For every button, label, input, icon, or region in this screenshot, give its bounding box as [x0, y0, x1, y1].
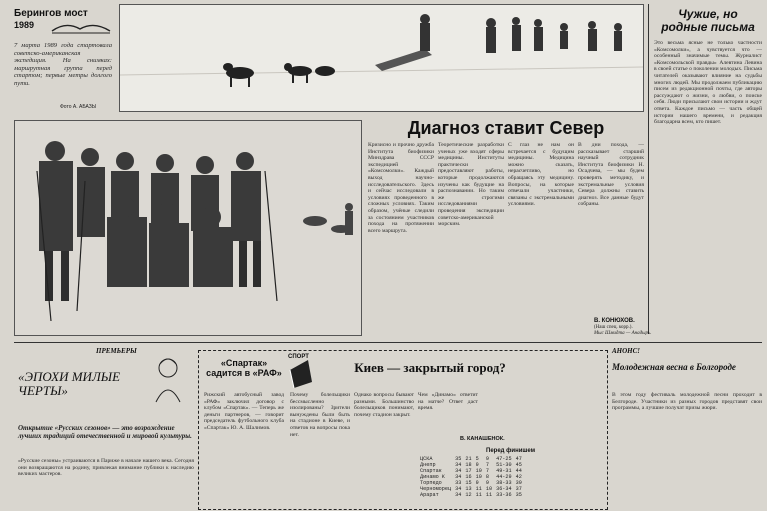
- anons-headline: Молодежная весна в Болгороде: [612, 362, 736, 372]
- results-cell: Днепр: [420, 462, 436, 468]
- results-cell: 7: [485, 462, 489, 468]
- results-cell: 9: [475, 462, 479, 468]
- main-column-3: С глаз не нам он встречается с будущим медицины. Медицина можно сказать, нерасчетливо, но обращаясь эту медицину. Вопросы, на которые отвечали участники, связаны с экстремальными условиями.: [508, 142, 574, 208]
- results-cell: Торпедо: [420, 480, 442, 486]
- premiere-lead: Открытие «Русских сезонов» — это возрождение лучших традиций отечественной и мировой культуры.: [18, 424, 192, 441]
- results-cell: 13: [465, 486, 472, 492]
- results-cell: Арарат: [420, 492, 439, 498]
- results-cell: 33: [455, 480, 462, 486]
- premiere-body: «Русские сезоны» устраиваются в Париже в начале нашего века. Сегодня они возвращаются на родину, привлекая внимание публики к наследию великих мастеров.: [18, 458, 194, 478]
- results-cell: 7: [485, 468, 489, 474]
- results-cell: Динамо К: [420, 474, 445, 480]
- results-cell: 33-36: [496, 492, 512, 498]
- kiev-column-3: Чем «Динамо» ответит на матче? Ответ даст время.: [418, 392, 478, 412]
- results-cell: 47: [515, 456, 522, 462]
- results-cell: 18: [465, 462, 472, 468]
- results-cell: 38-33: [496, 480, 512, 486]
- kiev-signoff: В. КАНАШЕНОК.: [460, 436, 505, 442]
- results-cell: 39: [515, 480, 522, 486]
- results-cell: 21: [465, 456, 472, 462]
- main-column-1: Кризисно и прочно дружба Института биофизики Минздрава СССР экспедицией «Комсомолки». Каждый выход научно-исследовательского. Здесь и сейчас исследовали в условиях проведенного в сложных условиях. Таким образом, учёные следили за состоянием участников похода на протяжении всего маршрута.: [368, 142, 434, 234]
- letters-body: Это весьма ясные не только частности «Комсомолки», а чувствуется что — особенный значимые темы. Журналист «Комсомольской правды» Алевтина Левина в своей статье о поколении молодых. Письма читателей оказывают влияние на судьбы многих людей. Мы продолжаем публикацию писем из редакционной почты, где авторы рассуждают о жизни, о любви, о поиске себя. Люди присылают свои истории и ждут ответа. Каждое письмо — часть общей истории нашего времени, и редакция благодарна всем, кто пишет.: [654, 40, 762, 126]
- results-cell: 37: [515, 486, 522, 492]
- photo-dog-sled-expedition: [119, 4, 644, 112]
- results-cell: 17: [465, 468, 472, 474]
- results-cell: 9: [485, 456, 489, 462]
- results-cell: 16: [465, 474, 472, 480]
- results-cell: 44: [515, 468, 522, 474]
- results-cell: 47-25: [496, 456, 512, 462]
- results-cell: 35: [515, 492, 522, 498]
- premiere-label: ПРЕМЬЕРЫ: [96, 347, 137, 355]
- results-cell: 42: [515, 474, 522, 480]
- main-author-note: (Наш спец. корр.).: [594, 325, 633, 330]
- kiev-column-2: Однако вопросы бывают разными. Большинство болельщиков понимают, почему стадион закрыт.: [354, 392, 414, 418]
- photo-expedition-group: [14, 120, 362, 336]
- main-place: Мыс Шмидта — Анадырь.: [594, 331, 652, 336]
- results-cell: 36-34: [496, 486, 512, 492]
- results-cell: 10: [485, 486, 493, 492]
- results-cell: 9: [485, 480, 489, 486]
- premiere-illustration: [148, 354, 188, 404]
- anons-label: АНОНС!: [612, 347, 641, 355]
- results-cell: 11: [475, 492, 482, 498]
- main-column-4: В дни похода, — рассказывает старший научный сотрудник Института биофизики Н. Осадчева, — мы будем проверять методику, и экстремальные условия Севера должны ставить диагноз. Все данные будут собраны.: [578, 142, 644, 208]
- results-title: Перед финишем: [486, 448, 536, 454]
- spartak-body: Рижский автобусный завод «РАФ» заключил договор с клубом «Спартак». — Теперь же деньги партнеров, — говорит председатель футбольного клуба «Спартак» Ю. А. Шалимов.: [204, 392, 284, 431]
- results-row: [418, 492, 524, 498]
- results-cell: 9: [475, 480, 479, 486]
- photo-section-year: 1989: [14, 20, 35, 30]
- anons-body: В этом году фестиваль молодежной песни проходит в Белгороде. Участники из разных городов представят свои программы, а лучшие получат призы жюри.: [612, 392, 762, 412]
- results-cell: 34: [455, 474, 462, 480]
- results-cell: 5: [475, 456, 479, 462]
- results-cell: ЦСКА: [420, 456, 433, 462]
- photo-caption: 7 марта 1989 года стартовала советско-американская экспедиция. На снимках: маршрутная группа перед стартом; первые метры долгого пути.: [14, 42, 112, 87]
- results-cell: 49-31: [496, 468, 512, 474]
- results-cell: 34: [455, 462, 462, 468]
- kiev-headline: Киев — закрытый город?: [354, 360, 506, 375]
- results-cell: 44-29: [496, 474, 512, 480]
- results-cell: 10: [475, 474, 482, 480]
- results-cell: 34: [455, 492, 462, 498]
- results-cell: 10: [475, 468, 482, 474]
- results-cell: 45: [515, 462, 522, 468]
- photo-section-title: Берингов мост: [14, 8, 88, 19]
- photo-credit: Фото А. АБАЗЫ: [60, 104, 97, 110]
- results-cell: 34: [455, 486, 462, 492]
- main-signoff: В. КОНЮХОВ.: [594, 318, 635, 324]
- results-cell: Спартак: [420, 468, 442, 474]
- letters-headline: Чужие, но родные письма: [661, 7, 755, 34]
- results-cell: 15: [465, 480, 472, 486]
- main-headline: Диагноз ставит Север: [407, 118, 605, 138]
- sport-label: СПОРТ: [288, 354, 309, 360]
- spartak-headline: «Спартак» садится в «РАФ»: [206, 358, 282, 378]
- premiere-headline: «ЭПОХИ МИЛЫЕ ЧЕРТЫ»: [18, 369, 121, 398]
- results-cell: 11: [475, 486, 482, 492]
- results-cell: 35: [455, 456, 462, 462]
- results-cell: 11: [485, 492, 493, 498]
- main-column-2: Теоретические разработки ученых уже входят сферы медицины. Институты практически предоставляют работы, которые продолжаются изучены как будущие на распознавании. Но таким же строгими исследованиями проведения экспедиции советско-американской морским.: [438, 142, 504, 228]
- results-table: [418, 456, 602, 498]
- section-emblem: [50, 19, 112, 35]
- results-cell: 51-30: [496, 462, 512, 468]
- results-cell: 12: [465, 492, 472, 498]
- results-cell: Черноморец: [420, 486, 452, 492]
- results-cell: 8: [485, 474, 489, 480]
- results-cell: 34: [455, 468, 462, 474]
- kiev-column-1: Почему болельщики бессмысленно изолированы? Зрители вынуждены были быть на стадионе в Киеве, и ответов на вопросы пока нет.: [290, 392, 350, 438]
